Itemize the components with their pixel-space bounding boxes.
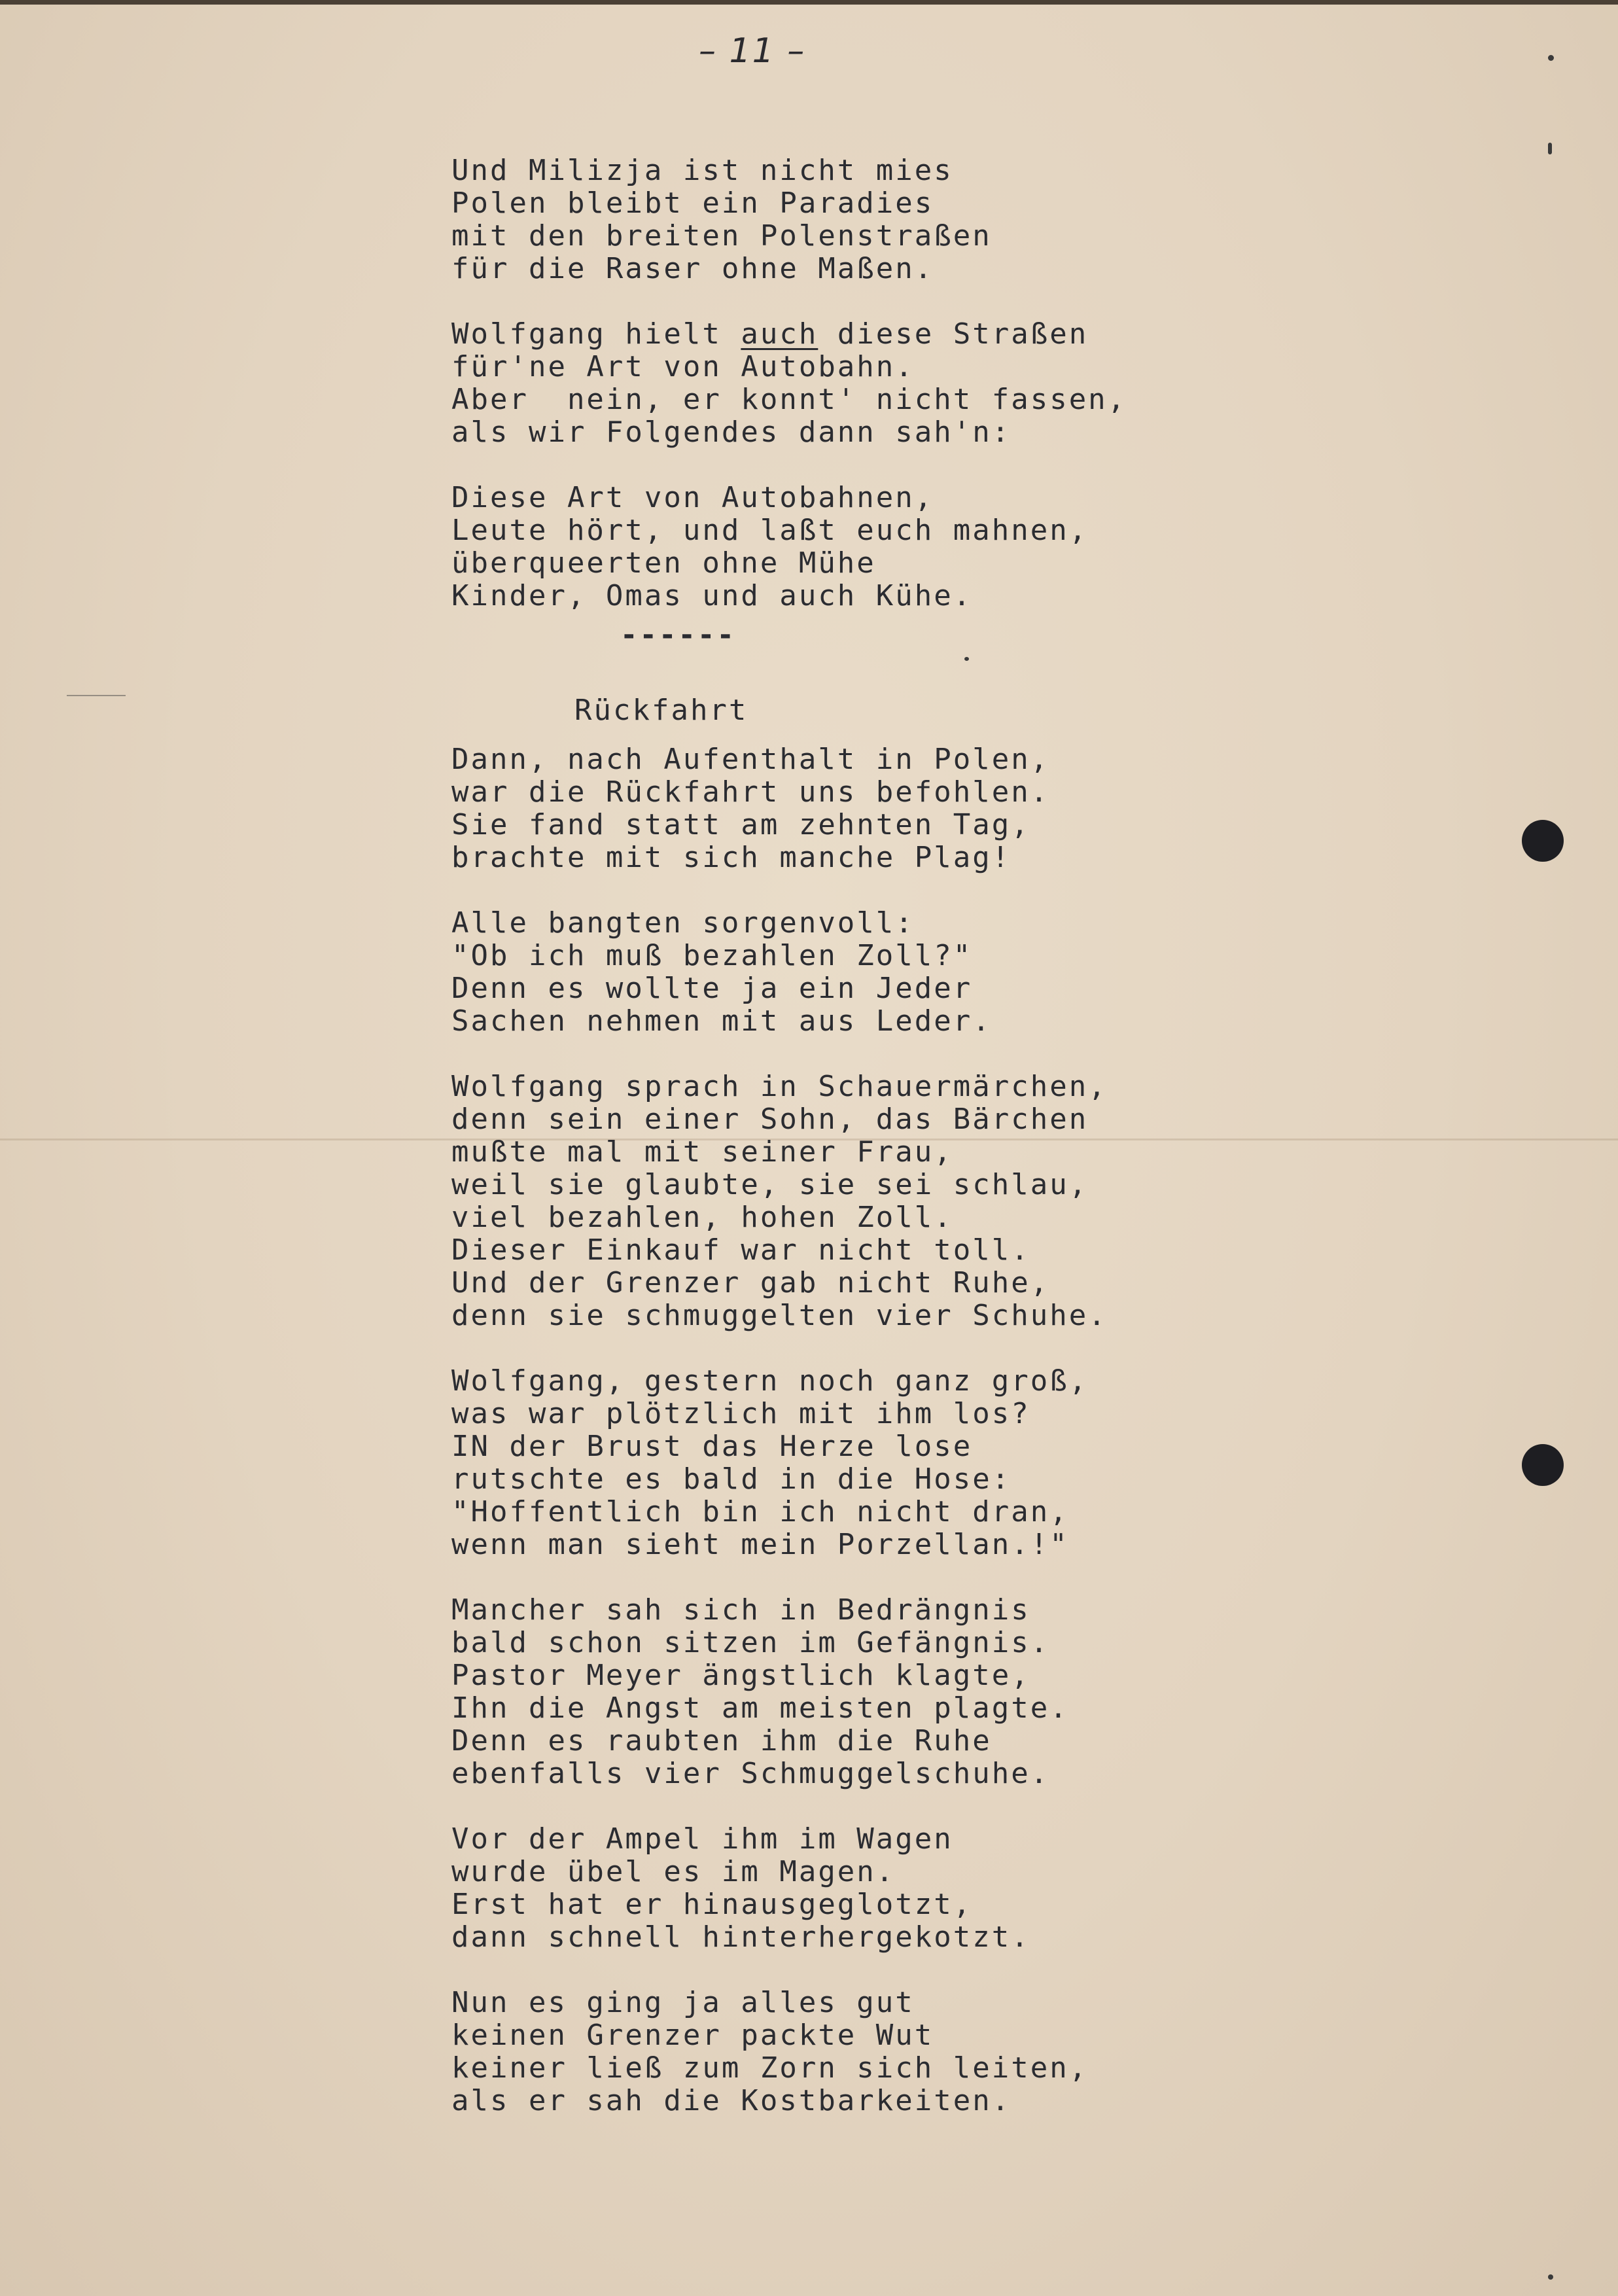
stanza bbox=[451, 1070, 1204, 1332]
poem-line: Sachen nehmen mit aus Leder. bbox=[451, 1004, 992, 1038]
poem-line: Denn es raubten ihm die Ruhe bbox=[451, 1724, 992, 1757]
stanza bbox=[451, 1594, 1204, 1790]
poem-line: Diese Art von Autobahnen, bbox=[451, 481, 934, 514]
margin-mark bbox=[67, 695, 126, 696]
poem-line: für'ne Art von Autobahn. bbox=[451, 350, 915, 383]
poem-line: überqueerten ohne Mühe bbox=[451, 546, 876, 580]
poem-line: Dann, nach Aufenthalt in Polen, bbox=[451, 743, 1050, 776]
poem-line: wenn man sieht mein Porzellan.!" bbox=[451, 1528, 1069, 1561]
stanza bbox=[451, 482, 1204, 612]
poem-line: als er sah die Kostbarkeiten. bbox=[451, 2084, 1011, 2117]
poem-line: mußte mal mit seiner Frau, bbox=[451, 1135, 953, 1169]
poem-line-start: Wolfgang hielt bbox=[451, 317, 741, 351]
ink-speck bbox=[1548, 2274, 1553, 2280]
poem-line: Nun es ging ja alles gut bbox=[451, 1986, 915, 2019]
poem-line: Vor der Ampel ihm im Wagen bbox=[451, 1822, 953, 1856]
punch-hole bbox=[1522, 820, 1564, 862]
poem-line: keinen Grenzer packte Wut bbox=[451, 2019, 934, 2052]
poem-line: Leute hört, und laßt euch mahnen, bbox=[451, 514, 1089, 547]
poem-line: brachte mit sich manche Plag! bbox=[451, 841, 1011, 874]
poem-line: denn sein einer Sohn, das Bärchen bbox=[451, 1103, 1089, 1136]
poem-line: "Hoffentlich bin ich nicht dran, bbox=[451, 1495, 1069, 1528]
poem-line-end: diese Straßen bbox=[818, 317, 1089, 351]
poem-line bbox=[451, 318, 1204, 351]
stanza bbox=[451, 1823, 1204, 1954]
poem-line: Wolfgang sprach in Schauermärchen, bbox=[451, 1070, 1108, 1103]
poem-line: "Ob ich muß bezahlen Zoll?" bbox=[451, 939, 973, 972]
poem-line: wurde übel es im Magen. bbox=[451, 1855, 896, 1888]
poem-line: Erst hat er hinausgeglotzt, bbox=[451, 1888, 973, 1921]
poem-line: Mancher sah sich in Bedrängnis bbox=[451, 1593, 1030, 1627]
poem-text bbox=[451, 154, 1204, 2150]
poem-line: Alle bangten sorgenvoll: bbox=[451, 906, 915, 940]
poem-line: bald schon sitzen im Gefängnis. bbox=[451, 1626, 1050, 1659]
ink-speck bbox=[1548, 55, 1554, 61]
poem-line: als wir Folgendes dann sah'n: bbox=[451, 415, 1011, 449]
poem-line: Wolfgang, gestern noch ganz groß, bbox=[451, 1364, 1089, 1398]
punch-hole bbox=[1522, 1444, 1564, 1486]
poem-line: Aber nein, er konnt' nicht fassen, bbox=[451, 383, 1127, 416]
page-number: – 11 – bbox=[699, 31, 806, 71]
poem-line: Denn es wollte ja ein Jeder bbox=[451, 972, 973, 1005]
stanza bbox=[451, 1987, 1204, 2117]
stanza bbox=[451, 154, 1204, 285]
poem-line: viel bezahlen, hohen Zoll. bbox=[451, 1201, 953, 1234]
poem-line: rutschte es bald in die Hose: bbox=[451, 1462, 1011, 1496]
poem-line: Dieser Einkauf war nicht toll. bbox=[451, 1233, 1030, 1267]
poem-line: dann schnell hinterhergekotzt. bbox=[451, 1920, 1030, 1954]
poem-line: IN der Brust das Herze lose bbox=[451, 1430, 973, 1463]
poem-line: weil sie glaubte, sie sei schlau, bbox=[451, 1168, 1089, 1201]
poem-line: denn sie schmuggelten vier Schuhe. bbox=[451, 1299, 1108, 1332]
poem-line: Und Milizja ist nicht mies bbox=[451, 154, 953, 187]
poem-line: was war plötzlich mit ihm los? bbox=[451, 1397, 1030, 1430]
poem-line: ebenfalls vier Schmuggelschuhe. bbox=[451, 1757, 1050, 1790]
poem-line: Kinder, Omas und auch Kühe. bbox=[451, 579, 973, 612]
stanza bbox=[451, 318, 1204, 449]
poem-line: keiner ließ zum Zorn sich leiten, bbox=[451, 2051, 1089, 2085]
ink-speck bbox=[1548, 143, 1552, 154]
section-title: Rückfahrt bbox=[574, 694, 748, 727]
poem-line: für die Raser ohne Maßen. bbox=[451, 252, 934, 285]
underlined-word: auch bbox=[741, 317, 818, 351]
poem-line: Ihn die Angst am meisten plagte. bbox=[451, 1691, 1069, 1725]
poem-line: mit den breiten Polenstraßen bbox=[451, 219, 992, 253]
poem-line: Pastor Meyer ängstlich klagte, bbox=[451, 1659, 1030, 1692]
stanza bbox=[451, 743, 1204, 874]
poem-line: Sie fand statt am zehnten Tag, bbox=[451, 808, 1030, 841]
page-top-edge bbox=[0, 0, 1618, 5]
stanza bbox=[451, 907, 1204, 1038]
ink-speck bbox=[964, 657, 969, 661]
section-divider: ------ bbox=[620, 618, 736, 652]
poem-line: Und der Grenzer gab nicht Ruhe, bbox=[451, 1266, 1050, 1299]
stanza bbox=[451, 1365, 1204, 1561]
poem-line: war die Rückfahrt uns befohlen. bbox=[451, 775, 1050, 809]
poem-line: Polen bleibt ein Paradies bbox=[451, 186, 934, 220]
